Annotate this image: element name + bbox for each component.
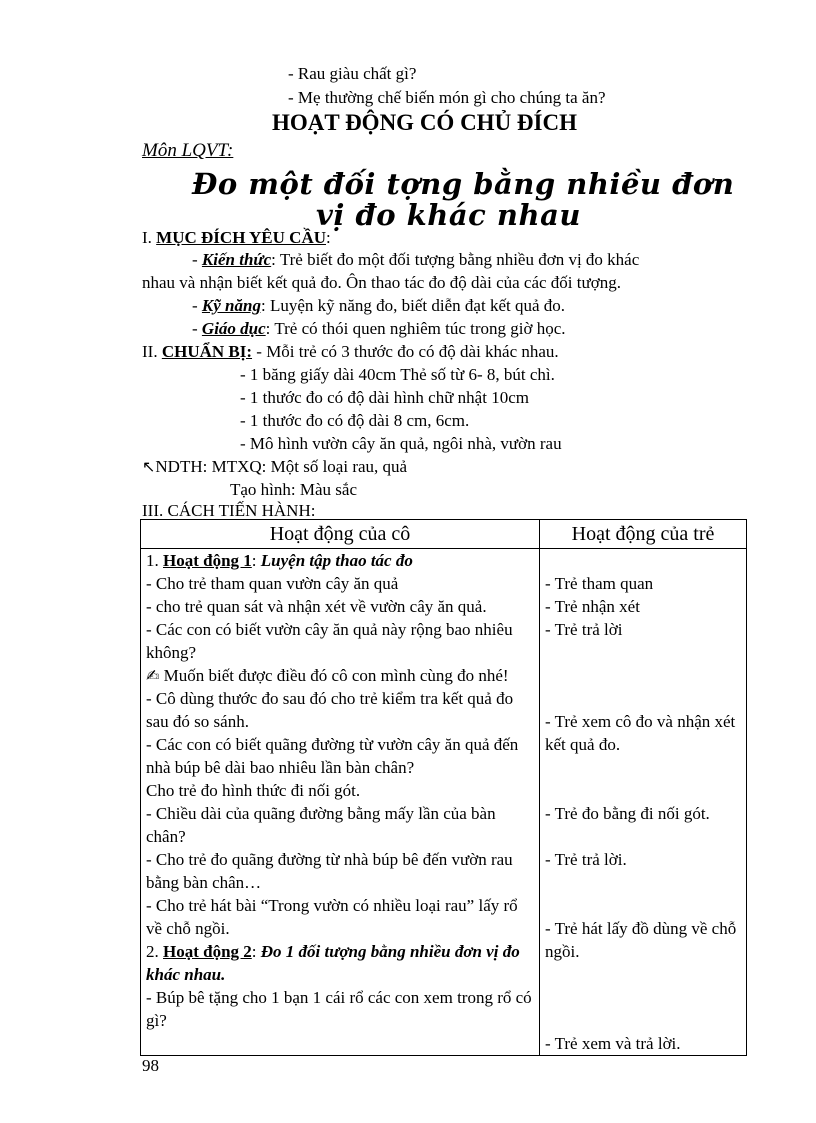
section-1-colon: :	[326, 228, 331, 247]
section-1-heading	[142, 226, 331, 249]
activity-1-colon: :	[251, 551, 261, 570]
table-row	[141, 549, 747, 1056]
activity-1-heading	[146, 549, 534, 572]
teacher-activities-cell	[141, 549, 540, 1056]
section-2-heading	[142, 340, 559, 363]
teacher-line-6: - Các con có biết quãng đường từ vườn cây ăn quả đến nhà búp bê dài bao nhiêu lần bàn chân?	[146, 735, 519, 777]
section-2-first-item: - Mỗi trẻ có 3 thước đo có độ dài khác nhau.	[252, 342, 559, 361]
child-line-4: - Trẻ xem cô đo và nhận xét kết quả đo.	[545, 712, 736, 754]
section-1-numeral: I.	[142, 228, 157, 247]
lesson-title-line-2: vị đo khác nhau	[316, 198, 581, 232]
section-3-heading: III. CÁCH TIẾN HÀNH:	[142, 501, 316, 520]
activity-table	[140, 519, 747, 1056]
child-line-3: - Trẻ trả lời	[545, 620, 623, 639]
subject-label: Môn LQVT:	[142, 140, 234, 161]
integration-line-2: Tạo hình: Màu sắc	[230, 480, 357, 499]
activity-1-title: Luyện tập thao tác đo	[260, 551, 413, 570]
teacher-column-header: Hoạt động của cô	[141, 520, 540, 549]
activity-2-number: 2.	[146, 942, 163, 961]
teacher-line-2: - cho trẻ quan sát và nhận xét về vườn cây ăn quả.	[146, 597, 487, 616]
teacher-line-1: - Cho trẻ tham quan vườn cây ăn quả	[146, 574, 399, 593]
teacher-line-9: - Cho trẻ đo quãng đường từ nhà búp bê đến vườn rau bằng bàn chân…	[146, 850, 513, 892]
teacher-line-3: - Các con có biết vườn cây ăn quả này rộng bao nhiêu không?	[146, 620, 513, 662]
skill-dash: -	[192, 296, 202, 315]
section-2-numeral: II.	[142, 342, 162, 361]
activity-2-title: Đo 1 đối tượng bằng nhiều đơn vị đo khác nhau.	[146, 942, 520, 984]
prep-item-3: - 1 thước đo có độ dài 8 cm, 6cm.	[240, 411, 470, 430]
integration-line-1	[142, 455, 407, 478]
skill-line	[192, 294, 565, 317]
intro-question-1: - Rau giàu chất gì?	[288, 64, 417, 83]
attitude-line	[192, 317, 566, 340]
page-title: HOẠT ĐỘNG CÓ CHỦ ĐÍCH	[272, 110, 577, 135]
activity-1-number: 1.	[146, 551, 163, 570]
skill-label: Kỹ năng	[201, 296, 261, 315]
intro-question-2: - Mẹ thường chế biến món gì cho chúng ta ăn?	[288, 88, 606, 107]
teacher-line-11: - Búp bê tặng cho 1 bạn 1 cái rổ các con xem trong rổ có gì?	[146, 988, 532, 1030]
writing-hand-icon: ✍	[146, 666, 160, 685]
integration-text-1: NDTH: MTXQ: Một số loại rau, quả	[155, 457, 408, 476]
child-column-header: Hoạt động của trẻ	[540, 520, 747, 549]
knowledge-text: : Trẻ biết đo một đối tượng bằng nhiều đơn vị đo khác	[271, 250, 640, 269]
section-2-title: CHUẨN BỊ:	[161, 342, 253, 361]
pointer-arrow-icon: ↖	[142, 457, 156, 476]
attitude-label: Giáo dục	[201, 319, 266, 338]
teacher-line-5: - Cô dùng thước đo sau đó cho trẻ kiểm tra kết quả đo sau đó so sánh.	[146, 689, 514, 731]
teacher-line-4	[146, 664, 534, 687]
skill-text: : Luyện kỹ năng đo, biết diễn đạt kết quả đo.	[260, 296, 566, 315]
teacher-line-8: - Chiều dài của quãng đường bằng mấy lần của bàn chân?	[146, 804, 496, 846]
child-line-5: - Trẻ đo bằng đi nối gót.	[545, 804, 710, 823]
teacher-line-4-text: Muốn biết được điều đó cô con mình cùng đo nhé!	[163, 666, 509, 685]
knowledge-line	[192, 248, 639, 271]
teacher-line-7: Cho trẻ đo hình thức đi nối gót.	[146, 781, 361, 800]
knowledge-dash: -	[192, 250, 202, 269]
child-activities-cell	[540, 549, 747, 1056]
section-1-title: MỤC ĐÍCH YÊU CẦU	[156, 228, 327, 247]
lesson-title-line-1: Đo một đối tợng bằng nhiều đơn	[192, 167, 735, 201]
knowledge-line-2: nhau và nhận biết kết quả đo. Ôn thao tác đo độ dài của các đối tượng.	[142, 273, 621, 292]
prep-item-1: - 1 băng giấy dài 40cm Thẻ số từ 6- 8, bút chì.	[240, 365, 555, 384]
child-line-8: - Trẻ xem và trả lời.	[545, 1034, 681, 1053]
activity-1-label: Hoạt động 1	[163, 551, 252, 570]
activity-2-colon: :	[251, 942, 261, 961]
child-line-2: - Trẻ nhận xét	[545, 597, 640, 616]
child-line-1: - Trẻ tham quan	[545, 574, 654, 593]
attitude-dash: -	[192, 319, 202, 338]
page-number: 98	[142, 1056, 159, 1075]
prep-item-2: - 1 thước đo có độ dài hình chữ nhật 10cm	[240, 388, 529, 407]
teacher-line-10: - Cho trẻ hát bài “Trong vườn có nhiều loại rau” lấy rổ về chỗ ngồi.	[146, 896, 518, 938]
activity-2-heading	[146, 940, 534, 986]
knowledge-label: Kiến thức	[201, 250, 272, 269]
child-line-7: - Trẻ hát lấy đồ dùng về chỗ ngồi.	[545, 919, 737, 961]
activity-2-label: Hoạt động 2	[163, 942, 252, 961]
table-header-row	[141, 520, 747, 549]
attitude-text: : Trẻ có thói quen nghiêm túc trong giờ học.	[265, 319, 566, 338]
prep-item-4: - Mô hình vườn cây ăn quả, ngôi nhà, vườn rau	[240, 434, 562, 453]
child-line-6: - Trẻ trả lời.	[545, 850, 627, 869]
